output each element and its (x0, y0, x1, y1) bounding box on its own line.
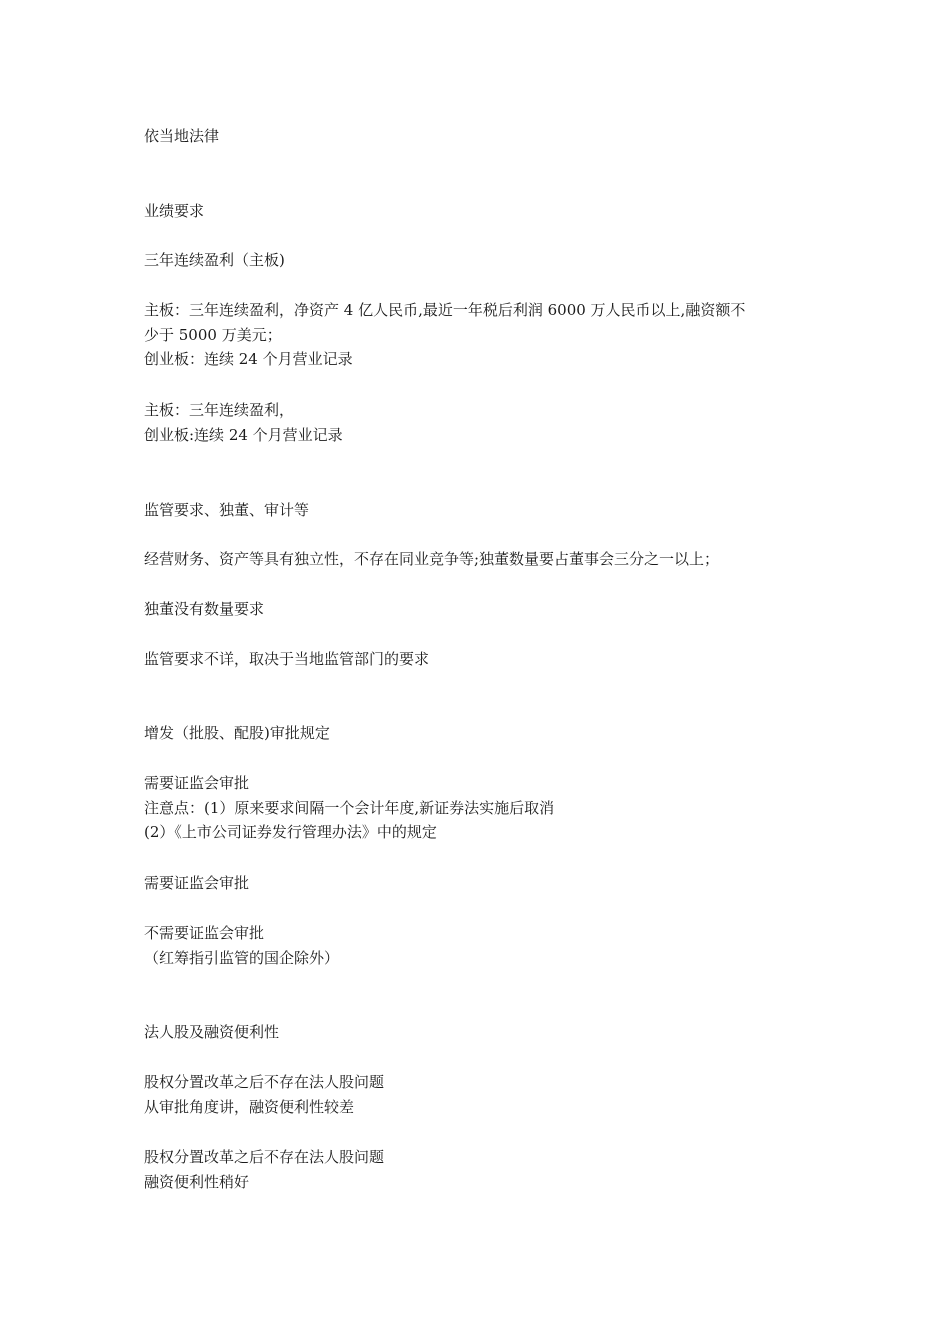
heading-performance-requirements (144, 199, 824, 224)
paragraph-main-board-short (144, 398, 824, 447)
text-line: 经营财务、资产等具有独立性，不存在同业竞争等;独董数量要占董事会三分之一以上； (144, 550, 720, 568)
text-line: 监管要求、独董、审计等 (144, 501, 310, 519)
text-line: 需要证监会审批 (144, 874, 250, 892)
paragraph-financing-poor (144, 1070, 824, 1119)
paragraph-no-director-quota (144, 597, 824, 622)
text-line: 融资便利性稍好 (144, 1172, 250, 1191)
text-line: 增发（批股、配股)审批规定 (144, 724, 330, 742)
paragraph-local-regulation (144, 647, 824, 672)
text-line: 监管要求不详，取决于当地监管部门的要求 (144, 650, 430, 668)
text-line: 独董没有数量要求 (144, 600, 265, 618)
paragraph-independence (144, 547, 824, 572)
text-line: 少于 5000 万美元； (144, 325, 282, 344)
text-line: 创业板:连续 24 个月营业记录 (144, 425, 343, 444)
text-line: 需要证监会审批 (144, 774, 250, 792)
text-line: 股权分置改革之后不存在法人股问题 (144, 1073, 385, 1091)
text-line: 主板：三年连续盈利，净资产 4 亿人民币,最近一年税后利润 6000 万人民币以上,融资额不 (144, 301, 746, 319)
text-line: 不需要证监会审批 (144, 924, 265, 942)
text-line: （红筹指引监管的国企除外） (144, 948, 340, 967)
paragraph-three-year-profit (144, 248, 824, 273)
paragraph-csrc-approval-notes (144, 771, 824, 845)
text-line: 法人股及融资便利性 (144, 1023, 280, 1041)
heading-additional-issuance (144, 721, 824, 746)
paragraph-csrc-approval (144, 871, 824, 896)
text-line: 股权分置改革之后不存在法人股问题 (144, 1148, 385, 1166)
text-line: 从审批角度讲，融资便利性较差 (144, 1097, 355, 1116)
paragraph-main-board-growth-board (144, 298, 824, 372)
heading-legal-person-shares (144, 1020, 824, 1045)
text-line: 依当地法律 (144, 127, 220, 145)
text-line: (2）《上市公司证券发行管理办法》中的规定 (144, 823, 437, 841)
paragraph-financing-better (144, 1145, 824, 1194)
paragraph-local-law (144, 124, 824, 149)
text-line: 注意点：(1）原来要求间隔一个会计年度,新证券法实施后取消 (144, 798, 555, 817)
heading-regulatory-requirements (144, 498, 824, 523)
text-line: 主板：三年连续盈利， (144, 401, 295, 419)
text-line: 三年连续盈利（主板) (144, 251, 285, 269)
paragraph-no-csrc-approval (144, 921, 824, 970)
text-line: 业绩要求 (144, 202, 205, 220)
text-line: 创业板：连续 24 个月营业记录 (144, 350, 353, 368)
